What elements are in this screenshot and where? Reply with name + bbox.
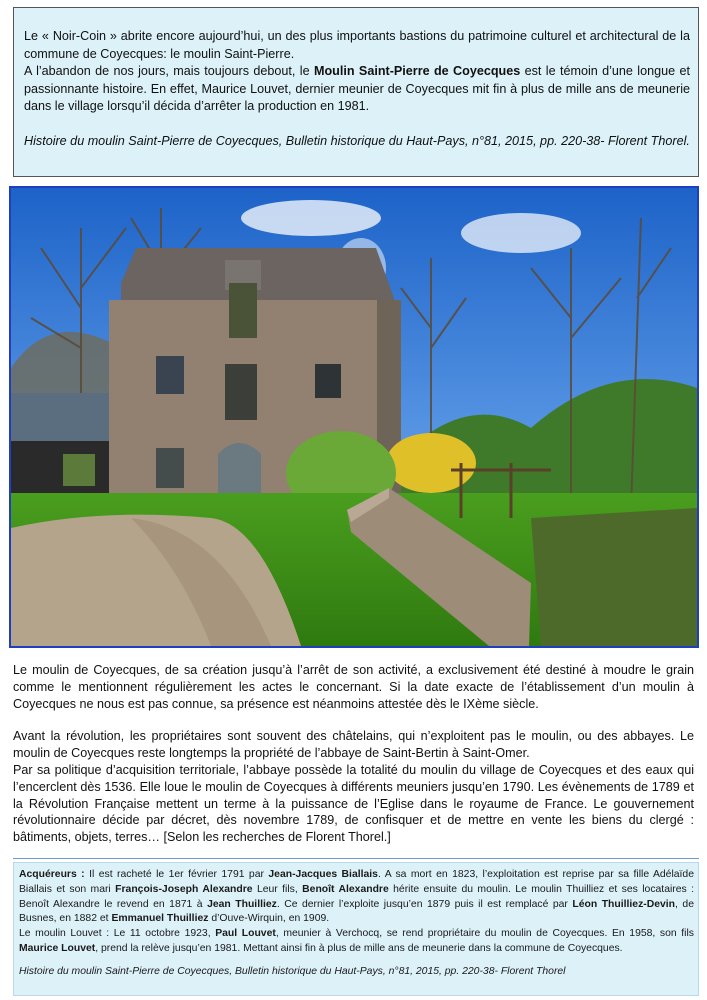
spacer <box>13 712 694 728</box>
history-paragraph-1: Le moulin de Coyecques, de sa création jusqu’à l’arrêt de son activité, a exclusivement été destiné à moudre le grain comme le mentionnent régulièrement les actes le concernant. Si la date exacte de l’établissement d’un moulin à Coyecques ne nous est pas connue, sa présence est néanmoins attestée dès le IXème siècle. <box>13 663 694 711</box>
owner-name: Léon Thuilliez-Devin <box>572 898 676 910</box>
notes-text: Leur fils, <box>252 883 303 895</box>
owner-name: Paul Louvet <box>215 928 276 940</box>
history-text <box>13 662 694 846</box>
intro-paragraph-2 <box>24 63 690 116</box>
intro-text-a: A l’abandon de nos jours, mais toujours debout, le <box>24 64 314 79</box>
intro-box <box>13 7 699 177</box>
divider <box>13 858 699 859</box>
notes-text: d’Ouve-Wirquin, en 1909. <box>208 913 330 925</box>
acquirers-box <box>13 862 699 996</box>
louvet-paragraph <box>19 927 694 957</box>
notes-text: , de Busnes, en 1882 et <box>19 898 694 925</box>
history-paragraph-2: Avant la révolution, les propriétaires sont souvent des châtelains, qui n’exploitent pas le moulin, ou des abbayes. Le moulin de Coyecques reste longtemps la propriété de l’abbaye de Saint-Bertin à Saint-Omer. <box>13 729 694 761</box>
owner-name: Jean-Jacques Biallais <box>268 869 378 880</box>
owner-name: Benoît Alexandre <box>302 883 389 895</box>
mill-photo-illustration <box>11 188 697 646</box>
notes-text: hérite ensuite du moulin. Le moulin Thuilliez et ses locataires : Benoît Alexandre le revend en 1871 à <box>19 883 695 910</box>
intro-reference: Histoire du moulin Saint-Pierre de Coyecques, Bulletin historique du Haut-Pays, n°81, 2015, pp. 220-38- Florent Thorel. <box>24 133 690 148</box>
intro-text-c: est le témoin d’une longue et passionnante histoire. En effet, Maurice Louvet, dernier meunier de Coyecques mit fin à plus de mille ans de meunerie dans le village lorsqu’il décida d’arrêter la production en 1981. <box>24 64 690 114</box>
notes-text: . A sa mort en 1823, l’exploitation est reprise par sa fille Adélaïde Biallais et son mari <box>19 869 694 895</box>
notes-text: , prend la relève jusqu’en 1981. Mettant ainsi fin à plus de mille ans de meunerie dans la commune de Coyecques. <box>95 942 623 954</box>
spacer <box>19 957 694 965</box>
acquirers-label: Acquéreurs : <box>19 869 85 880</box>
notes-text: , meunier à Verchocq, se rend propriétaire du moulin de Coyecques. En 1958, son fils <box>275 928 694 940</box>
notes-text: Le moulin Louvet : Le 11 octobre 1923, <box>19 928 216 940</box>
notes-reference: Histoire du moulin Saint-Pierre de Coyecques, Bulletin historique du Haut-Pays, n°81, 2015, pp. 220-38- Florent Thorel <box>19 965 566 977</box>
owner-name: François-Joseph Alexandre <box>115 883 253 895</box>
notes-text: Il est racheté le 1er février 1791 par <box>84 869 269 880</box>
owner-name: Maurice Louvet <box>19 942 96 954</box>
acquirers-paragraph <box>19 868 694 927</box>
owner-name: Emmanuel Thuilliez <box>111 913 209 925</box>
mill-name-bold: Moulin Saint-Pierre de Coyecques <box>313 64 521 79</box>
spacer <box>24 116 690 133</box>
notes-text: . Ce dernier l’exploite jusqu’en 1879 puis il est remplacé par <box>276 898 573 910</box>
intro-paragraph-1: Le « Noir-Coin » abrite encore aujourd’hui, un des plus importants bastions du patrimoine culturel et architectural de la commune de Coyecques: le moulin Saint-Pierre. <box>24 29 690 61</box>
mill-photo <box>9 186 699 648</box>
owner-name: Jean Thuilliez <box>207 898 277 910</box>
history-paragraph-3: Par sa politique d’acquisition territoriale, l’abbaye possède la totalité du moulin du village de Coyecques et des eaux qui l’encerclent dès 1536. Elle loue le moulin de Coyecques à différents meuniers jusqu’en 1790. Les évènements de 1789 et la Révolution Française mettent un terme à la puissance de l’Eglise dans le royaume de France. Le gouvernement révolutionnaire décide par décret, dès novembre 1789, de confisquer et de mettre en vente les biens du clergé : bâtiments, objets, terres… [Selon les recherches de Florent Thorel.] <box>13 762 694 845</box>
